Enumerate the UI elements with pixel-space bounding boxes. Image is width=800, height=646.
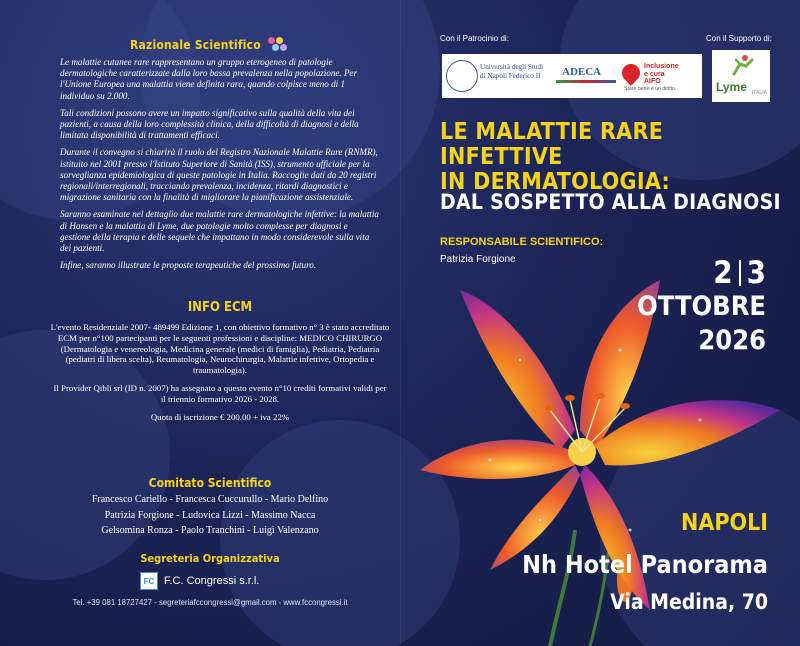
event-title-line: LE MALATTIE RARE INFETTIVE [440,119,664,170]
event-address: Via Medina, 70 [610,590,768,614]
responsible-name: Patrizia Forgione [440,254,516,265]
committee-line: Gelsomina Ronza - Paolo Tranchini - Luigi Valenzano [101,525,319,536]
adeca-stripe [556,80,616,83]
adeca-logo: ADECA [562,66,602,78]
event-year: 2026 [698,325,766,356]
ecm-paragraph: L'evento Residenziale 2007- 489499 Edizione 1, con obiettivo formativo n° 3 è stato accreditato ECM per n°100 partecipanti per le seguenti professioni e discipline: MEDICO CHIRURGO (Dermatologia e venereologia, Medicina generale (medici di famiglia), Pediatria, Pediatria (pediatri di libera scelta), Reumatologia, Neurochirurgia, Malattie infettive, Ortopedia e traumatologia). [50,322,390,376]
university-seal-icon [446,60,478,92]
date-separator [739,260,741,286]
event-title [440,120,780,195]
aifo-logo-text: Inclusione e cura AIFO [644,63,679,85]
rationale-paragraph: Saranno esaminate nel dettaglio due malattie rare dermatologiche infettive: la malattia di Hansen e la malattia di Lyme, due patologie molto complesse per diagnosi e gestione della terapia e delle sequele che impattano in modo considerevole sulla vita dei pazienti. [60,209,379,254]
fc-logo-icon: FC [140,572,158,590]
ecm-text [50,322,390,429]
rationale-text [60,57,380,277]
decorative-dots-icon [268,37,290,51]
rationale-title: Razionale Scientifico [130,38,261,52]
event-dates [637,256,766,358]
event-venue: Nh Hotel Panorama [522,550,768,579]
committee-list [50,492,370,539]
committee-line: Francesco Cariello - Francesca Cuccurullo - Mario Delfino [91,494,329,505]
aifo-heart-icon [618,60,643,85]
rationale-paragraph: Le malattie cutanee rare rappresentano un gruppo eterogeneo di patologie dermatologiche caratterizzate dalla loro bassa prevalenza nella popolazione. Per l'Unione Europea una malattia viene definita rara, quando colpisce meno di 1 individuo su 2.000. [60,57,358,101]
lyme-italia-logo [712,50,770,102]
secretariat-name: F.C. Congressi s.r.l. [164,575,260,587]
date-day: 3 [746,255,766,291]
support-label: Con il Supporto di: [706,34,772,43]
patronage-label: Con il Patrocinio di: [440,34,509,43]
event-title-line: IN DERMATOLOGIA: [440,169,671,195]
committee-title: Comitato Scientifico [148,476,272,490]
lyme-country-text: ITALIA [752,90,767,96]
event-month: OTTOBRE [637,291,766,322]
ecm-paragraph: Il Provider Qibli srl (ID n. 2007) ha assegnato a questo evento n°10 crediti formativi validi per il triennio formativo 2026 - 2028. [53,382,387,404]
date-day: 2 [713,255,733,291]
event-subtitle: DAL SOSPETTO ALLA DIAGNOSI [440,190,781,214]
responsible-label: RESPONSABILE SCIENTIFICO: [440,236,604,248]
right-panel [400,0,800,646]
event-city: NAPOLI [681,510,768,536]
rationale-paragraph: Infine, saranno illustrate le proposte terapeutiche del prossimo futuro. [60,260,317,271]
aifo-tagline: Stare bene è un diritto. [624,86,677,92]
ecm-title: INFO ECM [187,300,253,315]
fc-congressi-logo [140,572,259,590]
running-figure-icon [730,54,754,78]
university-logo-text: Università degli Studi di Napoli Federico II [480,63,544,80]
ecm-fee: Quota di iscrizione € 200.00 + iva 22% [150,411,290,422]
lyme-logo-text: Lyme [716,80,747,94]
committee-line: Patrizia Forgione - Ludovica Lizzi - Massimo Nacca [104,509,316,521]
contact-info: Tel. +39 081 18727427 - segreteriafccongressi@gmail.com - www.fccongressi.it [72,598,348,607]
rationale-paragraph: Durante il convegno si chiarirà il ruolo del Registro Nazionale Malattie Rare (RNMR), istituito nel 2001 presso l'Istituto Superiore di Sanità (ISS), strumento ufficiale per la sorveglianza epidemiologica di queste patologie in Italia. Raccoglie dati da 20 registri regionali/interregionali, tracciando prevalenza, incidenza, ritardi diagnostici e migrazione sanitaria con la finalità di migliorare la pianificazione assistenziale. [60,147,378,203]
patronage-logos [442,54,702,98]
secretariat-title: Segreteria Organizzativa [140,552,280,565]
rationale-paragraph: Tali condizioni possono avere un impatto significativo sulla qualità della vita dei pazienti, a causa della loro complessità clinica, della difficoltà di diagnosi e della limitata disponibilità di trattamenti efficaci. [60,107,359,141]
event-days [637,256,766,290]
